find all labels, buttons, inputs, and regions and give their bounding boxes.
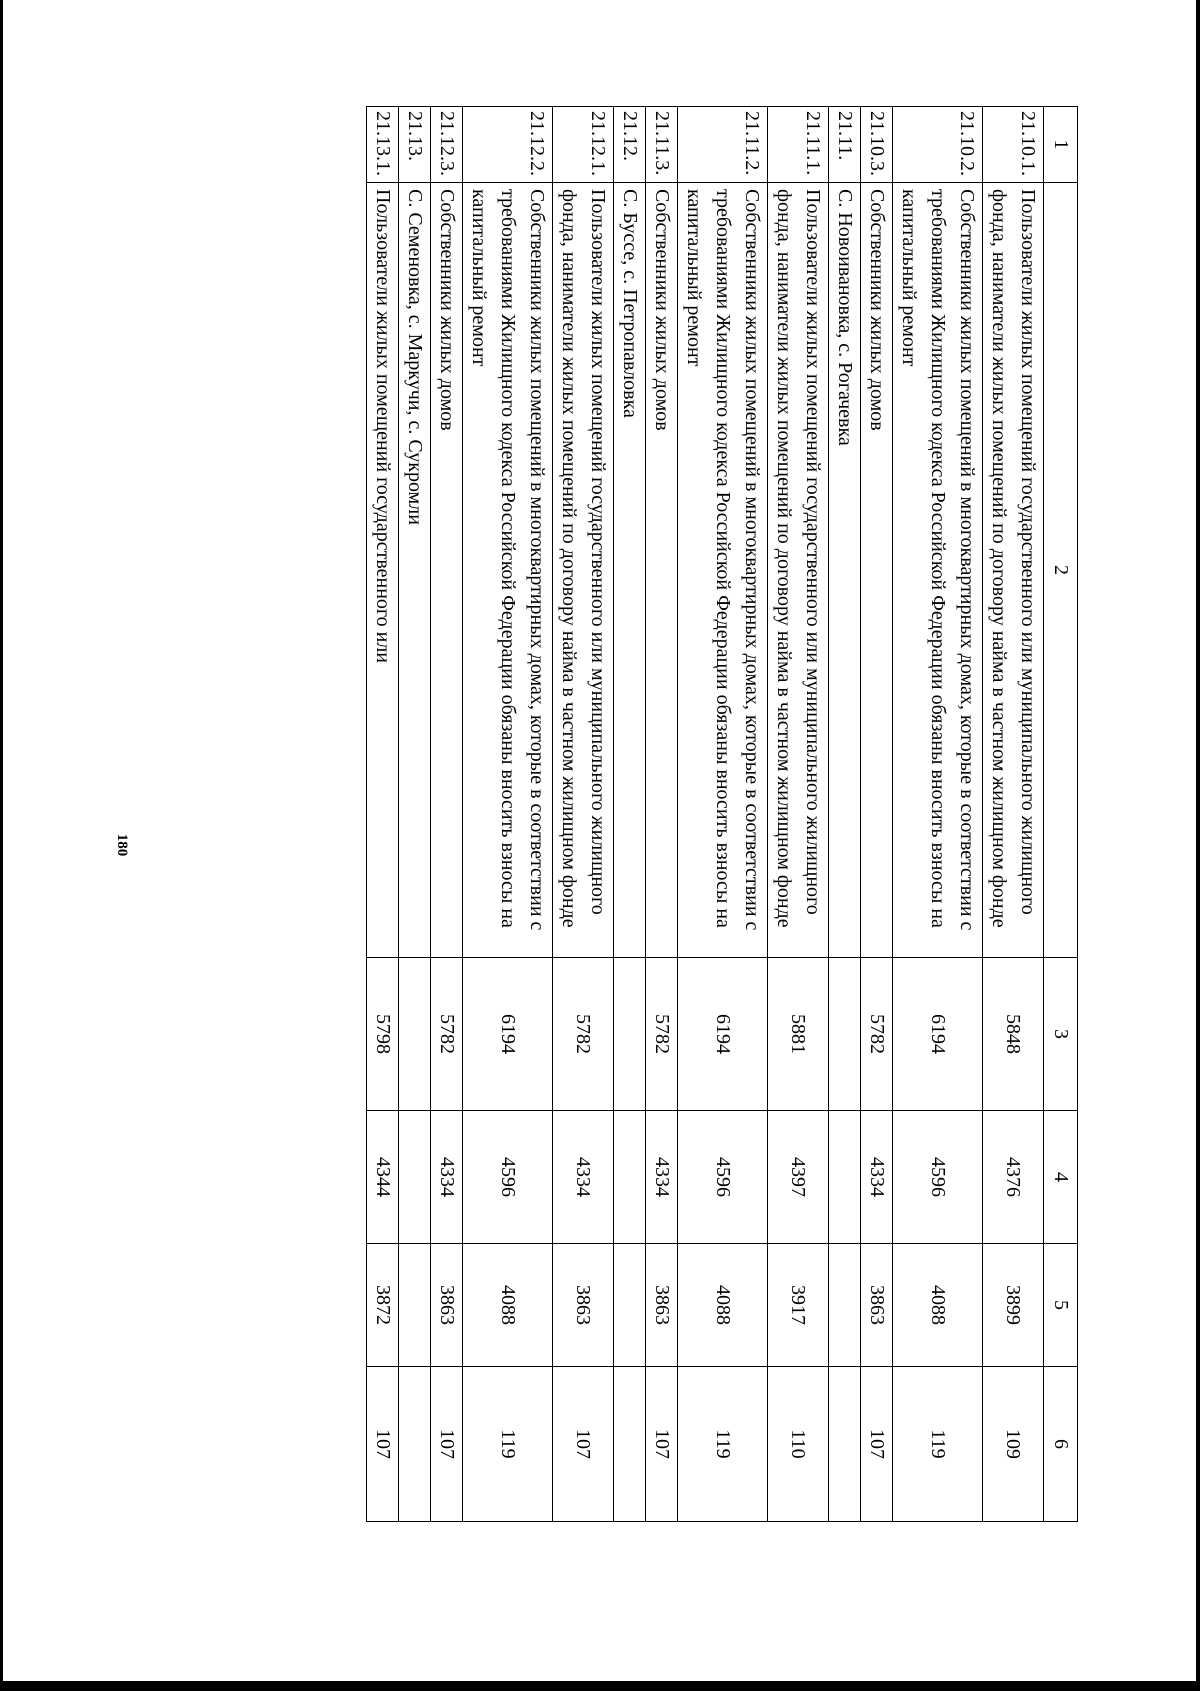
row-value-col4	[829, 1111, 861, 1244]
header-cell: 5	[1044, 1244, 1078, 1367]
scan-border-bottom	[0, 1681, 1200, 1691]
row-value-col5: 3863	[646, 1244, 678, 1367]
row-value-col4: 4334	[861, 1111, 893, 1244]
row-code: 21.10.3.	[861, 107, 893, 183]
section-row	[614, 107, 646, 1522]
row-value-col4: 4596	[463, 1111, 553, 1244]
row-description: Пользователи жилых помещений государственного или муниципального жилищного фонда, наниматели жилых помещений по договору найма в частном жилищном фонде	[983, 183, 1044, 958]
row-value-col5: 4088	[678, 1244, 768, 1367]
row-value-col3: 5782	[431, 958, 463, 1111]
section-row	[829, 107, 861, 1522]
scan-border-left	[0, 0, 3, 1691]
row-code: 21.11.1.	[768, 107, 829, 183]
row-description: Собственники жилых помещений в многоквартирных домах, которые в соответствии с требованиями Жилищного кодекса Российской Федерации обязаны вносить взносы на капитальный ремонт	[678, 183, 768, 958]
row-description: С. Семеновка, с. Маркучи, с. Сукромли	[399, 183, 431, 958]
table-row	[983, 107, 1044, 1522]
row-code: 21.10.1.	[983, 107, 1044, 183]
page-number: 180	[114, 833, 130, 857]
row-value-col5: 4088	[463, 1244, 553, 1367]
row-value-col4: 4334	[553, 1111, 614, 1244]
row-value-col6	[614, 1367, 646, 1522]
row-description: С. Новоивановка, с. Рогачевка	[829, 183, 861, 958]
row-description: Собственники жилых домов	[646, 183, 678, 958]
row-value-col3: 6194	[463, 958, 553, 1111]
row-value-col3: 5848	[983, 958, 1044, 1111]
row-value-col5: 3899	[983, 1244, 1044, 1367]
row-code: 21.12.1.	[553, 107, 614, 183]
row-code: 21.11.2.	[678, 107, 768, 183]
row-code: 21.12.	[614, 107, 646, 183]
row-value-col5: 3863	[553, 1244, 614, 1367]
header-row	[1044, 107, 1078, 1522]
row-value-col6: 107	[646, 1367, 678, 1522]
row-code: 21.12.3.	[431, 107, 463, 183]
row-value-col5	[399, 1244, 431, 1367]
row-value-col6: 119	[463, 1367, 553, 1522]
row-code: 21.10.2.	[893, 107, 983, 183]
row-value-col5: 3917	[768, 1244, 829, 1367]
section-row	[399, 107, 431, 1522]
row-value-col6: 107	[431, 1367, 463, 1522]
row-value-col3: 5782	[646, 958, 678, 1111]
table-row	[367, 107, 399, 1522]
row-description: Собственники жилых помещений в многоквартирных домах, которые в соответствии с требованиями Жилищного кодекса Российской Федерации обязаны вносить взносы на капитальный ремонт	[463, 183, 553, 958]
row-value-col5: 3872	[367, 1244, 399, 1367]
row-value-col6: 119	[893, 1367, 983, 1522]
header-cell: 6	[1044, 1367, 1078, 1522]
header-cell: 3	[1044, 958, 1078, 1111]
row-code: 21.11.	[829, 107, 861, 183]
row-value-col4: 4334	[431, 1111, 463, 1244]
row-code: 21.12.2.	[463, 107, 553, 183]
row-value-col4: 4596	[678, 1111, 768, 1244]
row-value-col5	[829, 1244, 861, 1367]
row-value-col4: 4334	[646, 1111, 678, 1244]
row-value-col3: 5881	[768, 958, 829, 1111]
row-code: 21.13.1.	[367, 107, 399, 183]
row-value-col4: 4344	[367, 1111, 399, 1244]
table-row	[553, 107, 614, 1522]
row-value-col3	[614, 958, 646, 1111]
row-description: Собственники жилых домов	[431, 183, 463, 958]
row-value-col5: 3863	[861, 1244, 893, 1367]
row-value-col4: 4376	[983, 1111, 1044, 1244]
table-row	[431, 107, 463, 1522]
row-value-col6: 110	[768, 1367, 829, 1522]
row-value-col5: 3863	[431, 1244, 463, 1367]
row-value-col4: 4596	[893, 1111, 983, 1244]
row-value-col4	[614, 1111, 646, 1244]
rotated-table-container	[200, 106, 1078, 1521]
row-value-col6	[399, 1367, 431, 1522]
row-value-col6: 109	[983, 1367, 1044, 1522]
row-description: С. Буссе, с. Петропавловка	[614, 183, 646, 958]
row-value-col3	[399, 958, 431, 1111]
table-row	[678, 107, 768, 1522]
table-row	[861, 107, 893, 1522]
row-value-col3: 6194	[893, 958, 983, 1111]
row-value-col3: 5798	[367, 958, 399, 1111]
row-description: Собственники жилых домов	[861, 183, 893, 958]
table-row	[463, 107, 553, 1522]
row-value-col3: 5782	[553, 958, 614, 1111]
header-cell: 1	[1044, 107, 1078, 183]
row-value-col6: 107	[367, 1367, 399, 1522]
row-value-col6: 107	[861, 1367, 893, 1522]
tariff-table	[366, 106, 1078, 1522]
row-value-col5: 4088	[893, 1244, 983, 1367]
scan-border-right	[1196, 0, 1200, 1691]
row-value-col5	[614, 1244, 646, 1367]
row-value-col6: 119	[678, 1367, 768, 1522]
row-description: Пользователи жилых помещений государственного или	[367, 183, 399, 958]
row-description: Пользователи жилых помещений государственного или муниципального жилищного фонда, наниматели жилых помещений по договору найма в частном жилищном фонде	[768, 183, 829, 958]
row-value-col4	[399, 1111, 431, 1244]
row-code: 21.11.3.	[646, 107, 678, 183]
row-value-col4: 4397	[768, 1111, 829, 1244]
table-row	[768, 107, 829, 1522]
row-value-col3: 6194	[678, 958, 768, 1111]
row-value-col6	[829, 1367, 861, 1522]
row-description: Пользователи жилых помещений государственного или муниципального жилищного фонда, наниматели жилых помещений по договору найма в частном жилищном фонде	[553, 183, 614, 958]
row-value-col6: 107	[553, 1367, 614, 1522]
row-value-col3	[829, 958, 861, 1111]
table-row	[646, 107, 678, 1522]
header-cell: 2	[1044, 183, 1078, 958]
table-row	[893, 107, 983, 1522]
row-value-col3: 5782	[861, 958, 893, 1111]
header-cell: 4	[1044, 1111, 1078, 1244]
row-description: Собственники жилых помещений в многоквартирных домах, которые в соответствии с требованиями Жилищного кодекса Российской Федерации обязаны вносить взносы на капитальный ремонт	[893, 183, 983, 958]
row-code: 21.13.	[399, 107, 431, 183]
